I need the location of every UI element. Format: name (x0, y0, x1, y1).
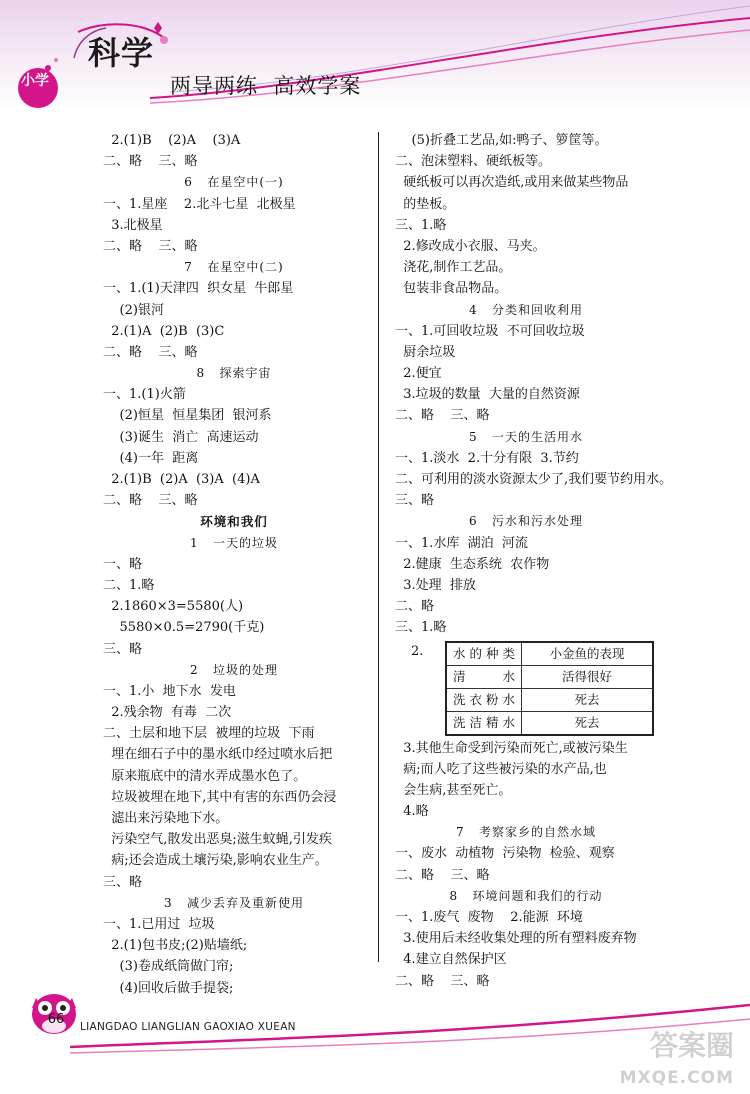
right-column (395, 130, 673, 992)
answer-line: 一、1.淡水 2.十分有限 3.节约 (395, 450, 579, 466)
answer-line: 一、1.水库 湖泊 河流 (395, 535, 528, 551)
left-column (103, 130, 365, 999)
answer-line: 2.(1)B (2)A (3)A (4)A (103, 472, 260, 487)
table-header-row (446, 642, 653, 666)
section-heading: 6 在星空中(一) (184, 175, 284, 190)
answer-line: 二、略 三、略 (103, 493, 198, 509)
answer-line: 二、略 三、略 (395, 408, 490, 424)
owl-mascot-icon (26, 980, 86, 1040)
table-cell: 活得很好 (522, 665, 654, 688)
answer-line: 2.1860×3=5580(人) (103, 599, 244, 615)
section-heading: 5 一天的生活用水 (468, 429, 584, 444)
answer-line: 厨余垃圾 (395, 344, 456, 360)
table-cell: 洗衣粉水 (446, 688, 522, 711)
answer-line: 病;还会造成土壤污染,影响农业生产。 (103, 853, 328, 869)
answer-line: 三、略 (103, 874, 143, 890)
answer-line: 一、1.小 地下水 发电 (103, 683, 236, 699)
answer-line: 病;而人吃了这些被污染的水产品,也 (395, 761, 607, 777)
answer-line: 一、1.可回收垃圾 不可回收垃圾 (395, 323, 585, 339)
answer-line: (2)银河 (103, 302, 164, 318)
watermark-text: 答案圈 (649, 1029, 734, 1062)
table-cell: 洗洁精水 (446, 711, 522, 735)
answer-line: 2.便宜 (395, 366, 442, 382)
answer-line: 3.垃圾的数量 大量的自然资源 (395, 387, 580, 403)
table-row (446, 665, 653, 688)
answer-line: 2.残余物 有毒 二次 (103, 705, 232, 721)
section-heading: 1 一天的垃圾 (189, 535, 279, 550)
section-heading: 7 考察家乡的自然水域 (455, 825, 597, 840)
answer-line: 二、略 三、略 (395, 973, 490, 989)
answer-line: 三、略 (395, 493, 435, 509)
answer-line: 浇花,制作工艺品。 (395, 260, 512, 276)
answer-line: 一、1.废气 废物 2.能源 环境 (395, 910, 583, 925)
answer-line: 二、可利用的淡水资源太少了,我们要节约用水。 (395, 472, 673, 487)
answer-line: 滤出来污染地下水。 (103, 811, 229, 826)
answer-line: 3.使用后未经收集处理的所有塑料废弃物 (395, 931, 637, 947)
answer-line: 污染空气,散发出恶臭;滋生蚊蝇,引发疾 (103, 832, 332, 848)
answer-line: 2.(1)B (2)A (3)A (103, 133, 241, 148)
answer-line: 二、略 三、略 (103, 344, 198, 360)
answer-line: 包装非食品物品。 (395, 281, 508, 297)
answer-line: 二、土层和地下层 被埋的垃圾 下雨 (103, 726, 315, 742)
table-header-cell: 小金鱼的表现 (522, 642, 654, 666)
answer-line: 一、略 (103, 556, 143, 572)
answer-line: 一、1.已用过 垃圾 (103, 916, 215, 932)
level-badge: 小学 (21, 73, 49, 89)
answer-line: 垃圾被埋在地下,其中有害的东西仍会浸 (103, 789, 337, 805)
table-row (446, 711, 653, 735)
section-heading: 7 在星空中(二) (184, 260, 284, 275)
answer-line: 3.其他生命受到污染而死亡,或被污染生 (395, 740, 628, 756)
section-heading: 3 减少丢弃及重新使用 (163, 895, 305, 910)
answer-line: 硬纸板可以再次造纸,或用来做某些物品 (395, 175, 629, 191)
fish-results-table (445, 641, 654, 736)
answer-line: 一、1.星座 2.北斗七星 北极星 (103, 196, 296, 212)
answer-line: 二、略 三、略 (103, 154, 198, 170)
answer-line: (2)恒星 恒星集团 银河系 (103, 408, 272, 424)
answer-line: 2.健康 生态系统 农作物 (395, 556, 550, 572)
section-heading: 环境和我们 (200, 514, 268, 530)
book-title: 两导两练 高效学案 (170, 74, 362, 98)
answer-line: (4)一年 距离 (103, 450, 199, 466)
right-column-top (395, 130, 673, 639)
section-heading: 4 分类和回收利用 (468, 302, 584, 317)
answer-line: 二、泡沫塑料、硬纸板等。 (395, 154, 552, 170)
table-item-label: 2. (411, 643, 424, 659)
page-number: 66 (47, 1012, 65, 1027)
answer-line: 一、1.(1)天津四 织女星 牛郎星 (103, 281, 294, 297)
answer-line: 5580×0.5=2790(千克) (103, 620, 265, 636)
answer-line: 二、1.略 (103, 577, 155, 593)
table-row (446, 688, 653, 711)
answer-line: 一、废水 动植物 污染物 检验、观察 (395, 846, 615, 862)
answer-line: (5)折叠工艺品,如:鸭子、箩筐等。 (395, 133, 608, 148)
section-heading: 8 环境问题和我们的行动 (449, 888, 603, 903)
answer-line: 三、略 (103, 641, 143, 657)
answer-line: 的垫板。 (395, 196, 456, 212)
answer-line: 2.(1)包书皮;(2)贴墙纸; (103, 938, 248, 954)
table-cell: 死去 (522, 688, 654, 711)
answer-line: (3)卷成纸筒做门帘; (103, 959, 234, 975)
answer-line: (3)诞生 消亡 高速运动 (103, 429, 259, 445)
table-header-cell: 水的种类 (446, 642, 522, 666)
subject-logo-text: 科学 (88, 34, 155, 72)
answer-line: 2.(1)A (2)B (3)C (103, 323, 225, 339)
series-pinyin-footer: LIANGDAO LIANGLIAN GAOXIAO XUEAN (80, 1021, 296, 1033)
section-heading: 8 探索宇宙 (196, 366, 272, 381)
answer-line: 会生病,甚至死亡。 (395, 782, 512, 798)
table-cell: 清水 (446, 665, 522, 688)
section-heading: 6 污水和污水处理 (468, 514, 584, 529)
section-heading: 2 垃圾的处理 (189, 662, 279, 677)
results-table-block (395, 641, 657, 736)
answer-line: 二、略 三、略 (395, 867, 490, 883)
watermark-url: MXQE.COM (619, 1068, 734, 1088)
answer-line: 原来瓶底中的清水弄成墨水色了。 (103, 768, 307, 784)
answer-line: 三、1.略 (395, 217, 447, 233)
answer-line: (4)回收后做手提袋; (103, 980, 234, 996)
answer-line: 4.略 (395, 804, 429, 820)
answer-line: 一、1.(1)火箭 (103, 387, 186, 403)
answer-line: 二、略 三、略 (103, 238, 198, 254)
right-column-bottom (395, 738, 657, 992)
answer-line: 4.建立自然保护区 (395, 952, 507, 968)
answer-line: 三、1.略 (395, 620, 447, 636)
answer-line: 二、略 (395, 599, 435, 615)
site-watermark (620, 1030, 734, 1094)
table-cell: 死去 (522, 711, 654, 735)
answer-line: 埋在细石子中的墨水纸巾经过喷水后把 (103, 747, 333, 763)
answer-line: 2.修改成小衣服、马夹。 (395, 238, 546, 254)
column-divider (378, 132, 379, 962)
answer-line: 3.北极星 (103, 217, 163, 233)
answer-line: 3.处理 排放 (395, 577, 476, 593)
